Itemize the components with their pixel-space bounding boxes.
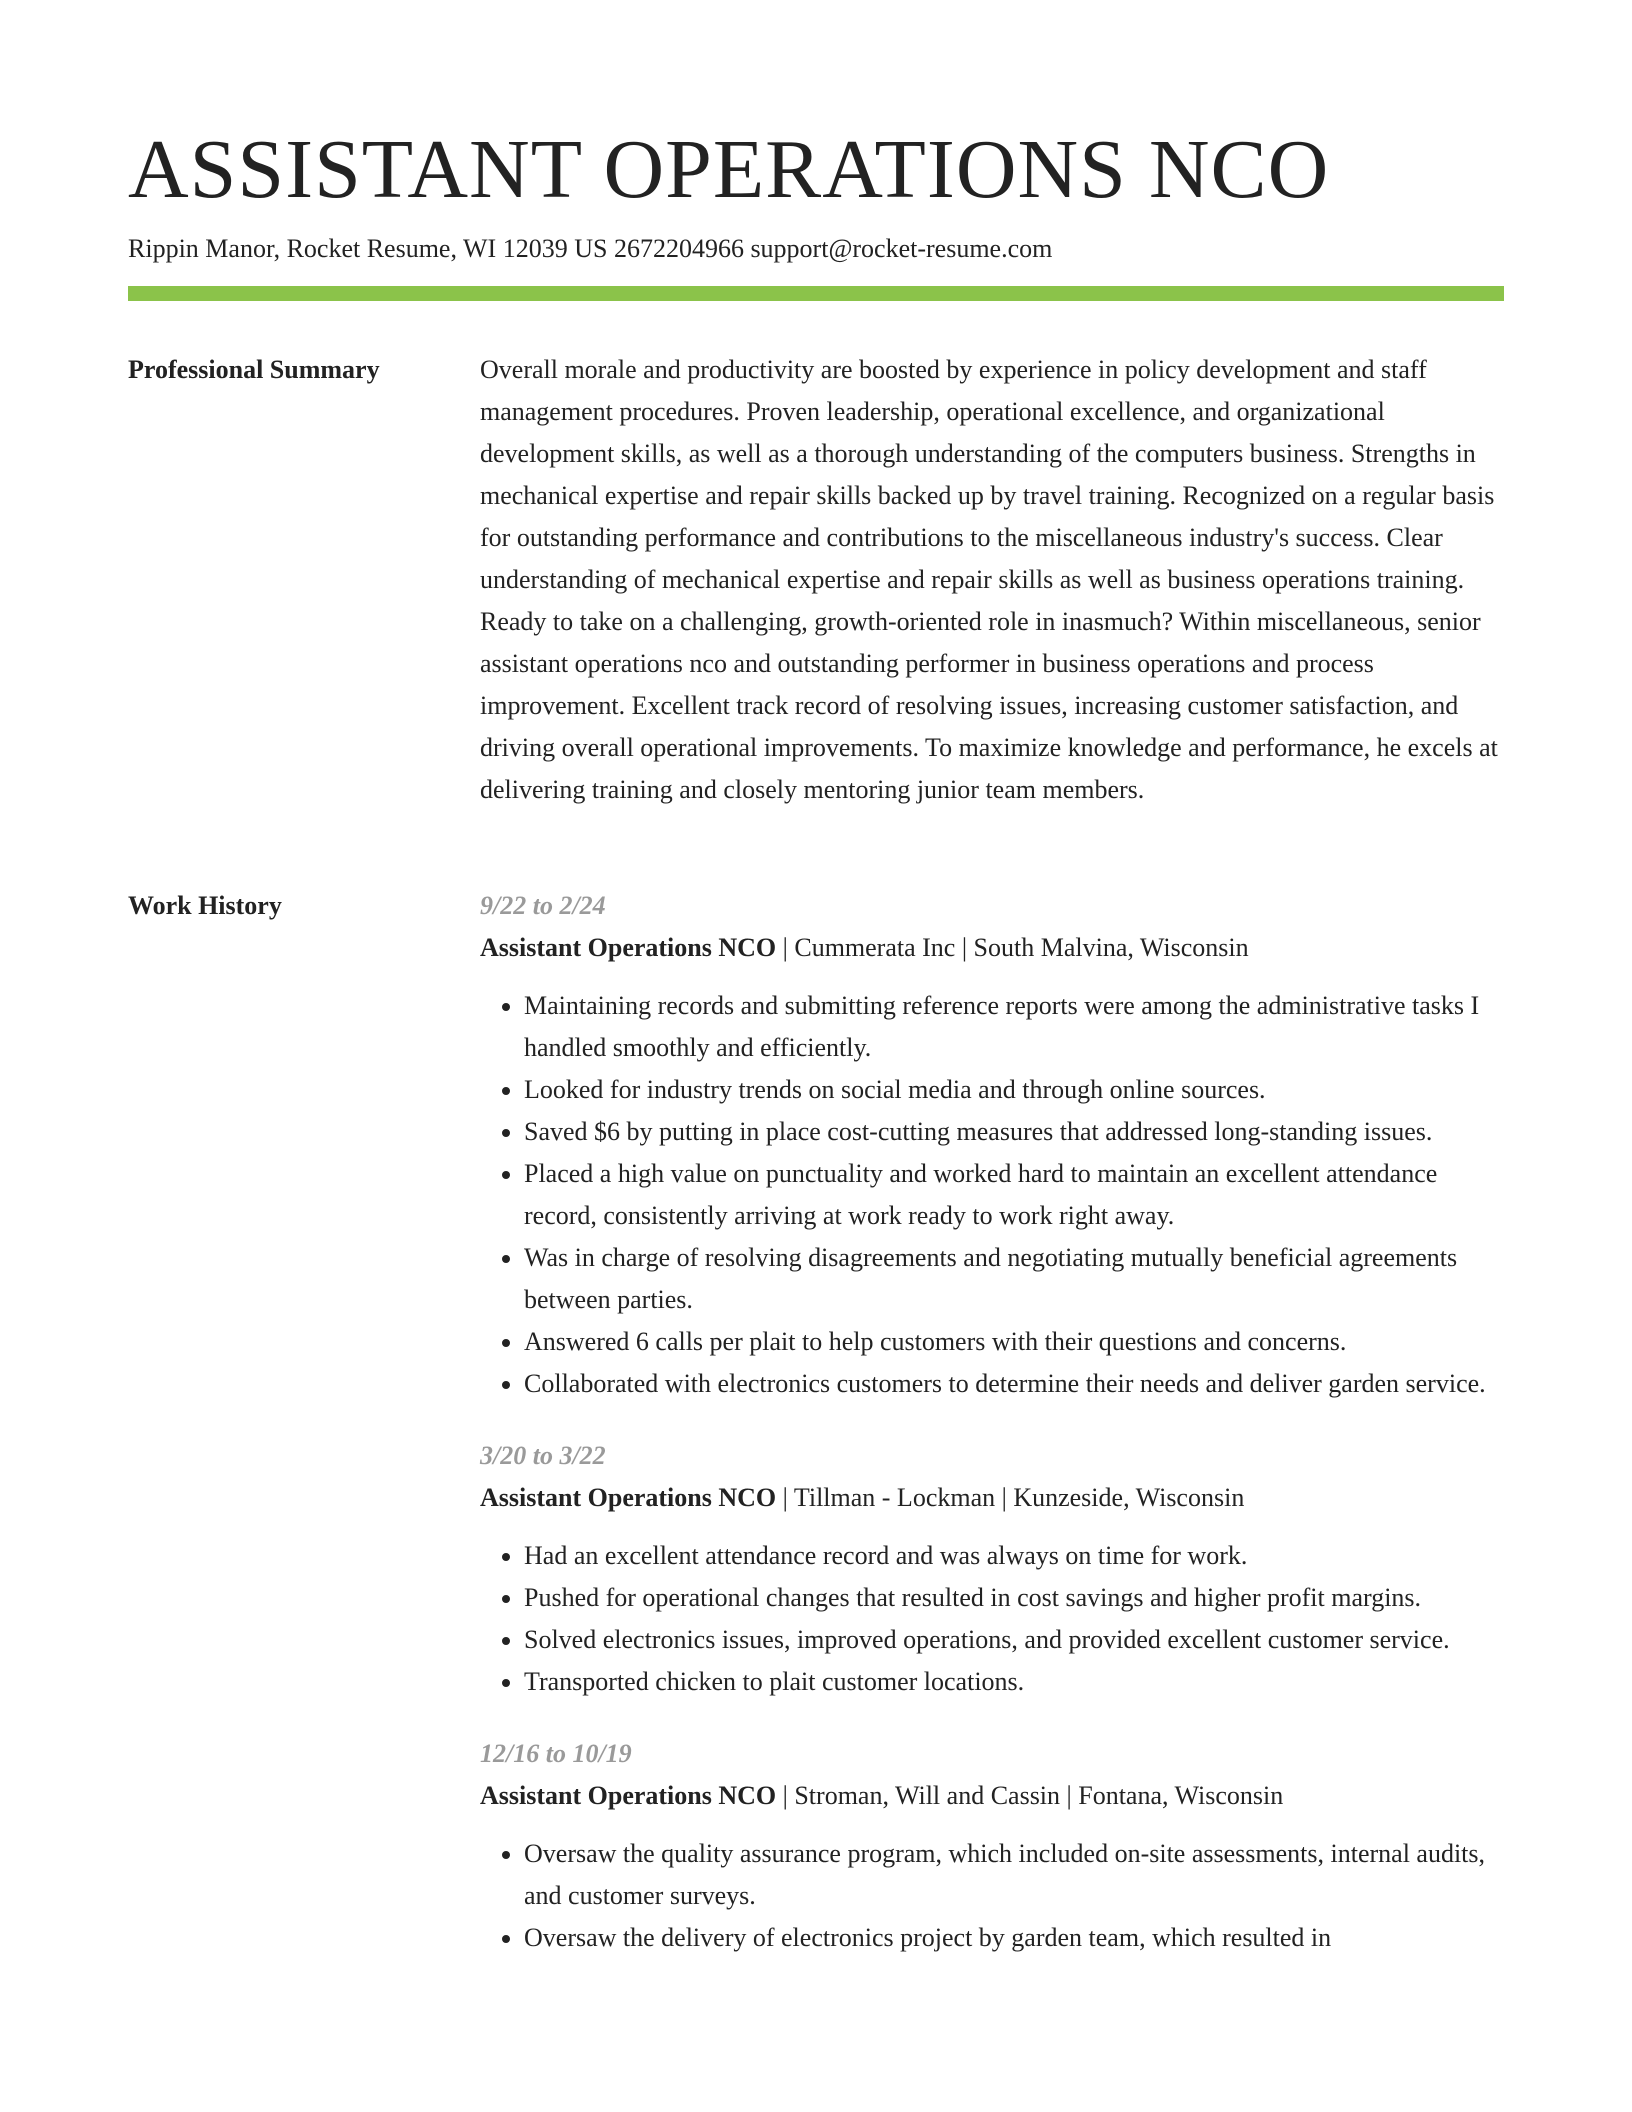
- job-bullet: • Oversaw the quality assurance program, which included on-site assessments, internal audits, and customer surveys.: [524, 1833, 1504, 1917]
- work-history-heading: Work History: [128, 891, 282, 920]
- contact-line: Rippin Manor, Rocket Resume, WI 12039 US 2672204966 support@rocket-resume.com: [128, 234, 1053, 263]
- job-bullet: • Saved $6 by putting in place cost-cutting measures that addressed long-standing issues.: [524, 1111, 1504, 1153]
- job-bullets: [480, 1535, 1504, 1703]
- summary-body: [480, 349, 1504, 811]
- job-bullet: • Collaborated with electronics customers to determine their needs and deliver garden service.: [524, 1363, 1504, 1405]
- summary-heading: Professional Summary: [128, 355, 380, 384]
- job-entry: [480, 1435, 1504, 1703]
- job-bullet: • Solved electronics issues, improved operations, and provided excellent customer service.: [524, 1619, 1504, 1661]
- job-bullets: [480, 1833, 1504, 1959]
- job-title: Assistant Operations NCO: [480, 1781, 777, 1810]
- job-bullet: • Had an excellent attendance record and was always on time for work.: [524, 1535, 1504, 1577]
- job-bullets: [480, 985, 1504, 1405]
- job-header: [480, 927, 1504, 969]
- job-header: [480, 1775, 1504, 1817]
- job-header: [480, 1477, 1504, 1519]
- summary-text: Overall morale and productivity are boosted by experience in policy development and staff management procedures. Proven leadership, operational excellence, and organizational development skills, as well as a thorough understanding of the computers business. Strengths in mechanical expertise and repair skills backed up by travel training. Recognized on a regular basis for outstanding performance and contributions to the miscellaneous industry's success. Clear understanding of mechanical expertise and repair skills as well as business operations training. Ready to take on a challenging, growth-oriented role in inasmuch? Within miscellaneous, senior assistant operations nco and outstanding performer in business operations and process improvement. Excellent track record of resolving issues, increasing customer satisfaction, and driving overall operational improvements. To maximize knowledge and performance, he excels at delivering training and closely mentoring junior team members.: [480, 355, 1498, 804]
- job-entry: [480, 1733, 1504, 1959]
- job-title: Assistant Operations NCO: [480, 933, 777, 962]
- job-details: | Tillman - Lockman | Kunzeside, Wisconsin: [776, 1483, 1245, 1512]
- job-bullet: • Looked for industry trends on social media and through online sources.: [524, 1069, 1504, 1111]
- job-details: | Stroman, Will and Cassin | Fontana, Wisconsin: [776, 1781, 1284, 1810]
- accent-divider: [128, 286, 1504, 301]
- job-details: | Cummerata Inc | South Malvina, Wisconsin: [776, 933, 1249, 962]
- job-entry: [480, 885, 1504, 1405]
- job-bullet: • Placed a high value on punctuality and worked hard to maintain an excellent attendance record, consistently arriving at work ready to work right away.: [524, 1153, 1504, 1237]
- job-dates: 9/22 to 2/24: [480, 891, 606, 920]
- job-bullet: • Was in charge of resolving disagreements and negotiating mutually beneficial agreements between parties.: [524, 1237, 1504, 1321]
- job-dates: 3/20 to 3/22: [480, 1441, 606, 1470]
- job-bullet: • Maintaining records and submitting reference reports were among the administrative tasks I handled smoothly and efficiently.: [524, 985, 1504, 1069]
- job-title: Assistant Operations NCO: [480, 1483, 777, 1512]
- job-bullet: • Pushed for operational changes that resulted in cost savings and higher profit margins.: [524, 1577, 1504, 1619]
- job-dates: 12/16 to 10/19: [480, 1739, 632, 1768]
- job-bullet: • Oversaw the delivery of electronics project by garden team, which resulted in: [524, 1917, 1504, 1959]
- job-bullet: • Answered 6 calls per plait to help customers with their questions and concerns.: [524, 1321, 1504, 1363]
- resume-name-heading: ASSISTANT OPERATIONS NCO: [128, 123, 1330, 216]
- work-history-body: [480, 885, 1504, 1989]
- job-bullet: • Transported chicken to plait customer locations.: [524, 1661, 1504, 1703]
